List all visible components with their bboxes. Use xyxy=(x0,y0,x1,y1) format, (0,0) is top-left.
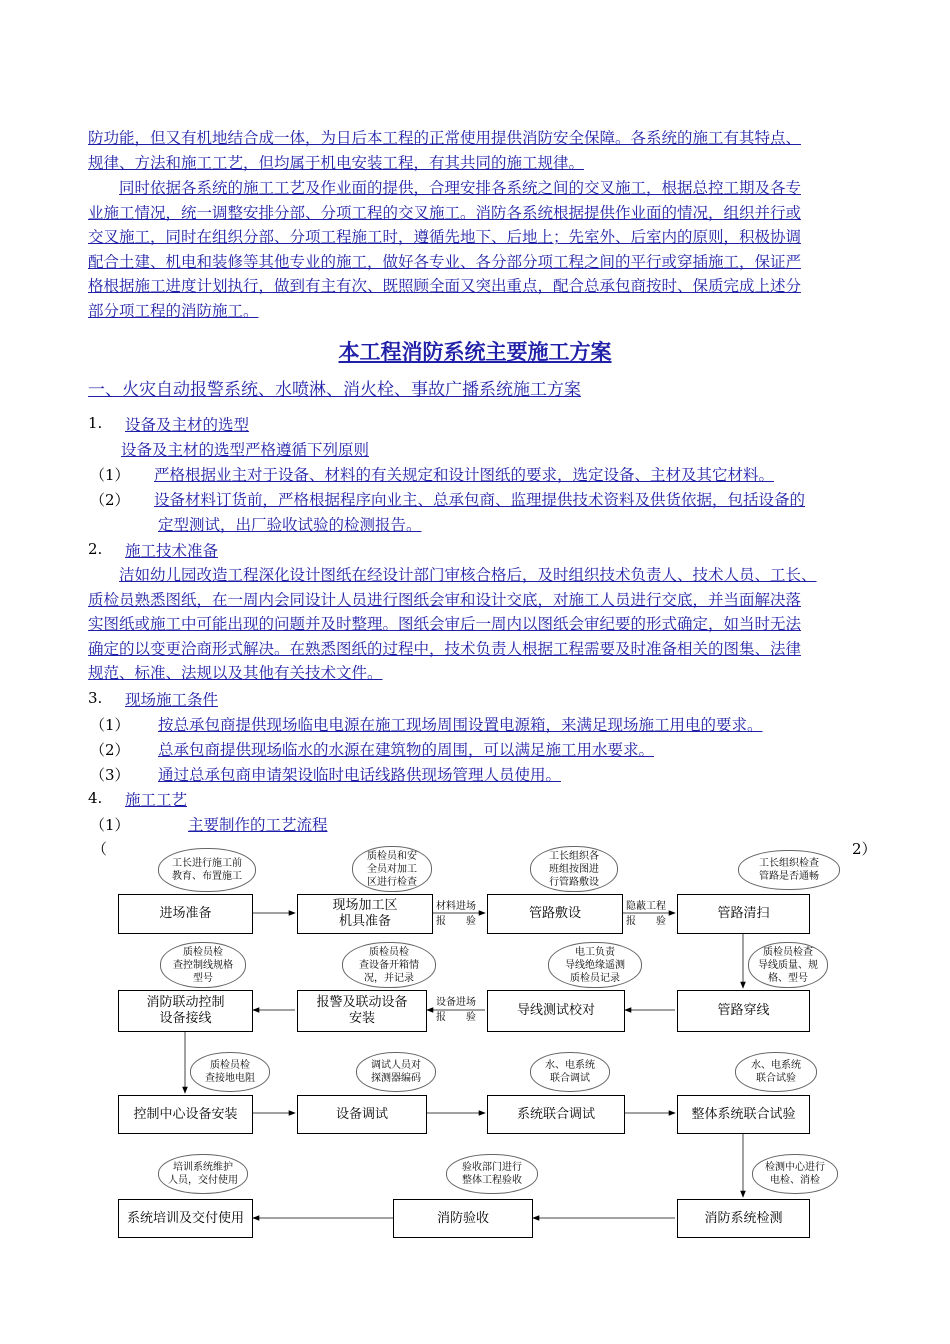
box-label: 现场加工区 机具准备 xyxy=(332,898,398,929)
box-label: 报警及联动设备 安装 xyxy=(316,995,408,1026)
arrow-label: 隐蔽工程 报 验 xyxy=(626,901,666,927)
note-text: 工长组织各 班组按图进 行管路敷设 xyxy=(549,850,599,888)
note-text: 质检员检 查接地电阻 xyxy=(205,1060,255,1084)
note-cloud xyxy=(352,846,432,892)
box-label: 整体系统联合试验 xyxy=(691,1106,796,1122)
note-cloud xyxy=(160,942,246,988)
text-line: 部分项工程的消防施工。 xyxy=(88,301,259,320)
flow-box xyxy=(677,894,810,934)
text-line: 规律、方法和施工工艺，但均属于机电安装工程，有其共同的施工规律。 xyxy=(88,153,585,172)
note-text: 调试人员对 探测器编码 xyxy=(371,1060,421,1084)
note-text: 质检员检 查控制线规格 型号 xyxy=(173,946,233,984)
note-text: 工长组织检查 管路是否通畅 xyxy=(759,858,819,882)
item-text: 设备材料订货前，严格根据程序向业主、总承包商、监理提供技术资料及供货依据，包括设备的 xyxy=(154,491,806,509)
flow-box xyxy=(677,990,810,1032)
note-cloud xyxy=(356,1052,436,1092)
note-text: 质检员检查 导线质量、规 格、型号 xyxy=(758,946,818,984)
text-line: 确定的以变更洽商形式解决。在熟悉图纸的过程中，技术负责人根据工程需要及时准备相关的图集、法律 xyxy=(88,639,802,658)
note-text: 检测中心进行 电检、消检 xyxy=(765,1162,825,1186)
note-cloud xyxy=(752,1154,838,1194)
flow-box xyxy=(118,1095,253,1134)
box-label: 设备调试 xyxy=(335,1106,388,1122)
flow-box xyxy=(297,990,427,1032)
item-number: 1. xyxy=(88,414,103,432)
item-title: 现场施工条件 xyxy=(125,691,219,709)
note-text: 水、电系统 联合调试 xyxy=(545,1060,595,1084)
item-number: 4. xyxy=(88,789,103,807)
note-cloud xyxy=(446,1154,538,1194)
flow-box xyxy=(297,1095,427,1134)
item-text: 按总承包商提供现场临电电源在施工现场周围设置电源箱，来满足现场施工用电的要求。 xyxy=(158,716,763,734)
box-label: 管路清扫 xyxy=(717,906,770,921)
note-text: 水、电系统 联合试验 xyxy=(751,1060,801,1084)
box-label: 消防联动控制 设备接线 xyxy=(146,995,225,1026)
flow-box xyxy=(297,894,433,934)
text-line: 实图纸或施工中可能出现的问题并及时整理。图纸会审后一周内以图纸会审纪要的形式确定，如当时无法 xyxy=(88,615,802,634)
note-cloud xyxy=(530,846,618,892)
note-cloud xyxy=(548,942,642,988)
item-text: 定型测试，出厂验收试验的检测报告。 xyxy=(158,516,422,534)
item-number: （3） xyxy=(90,766,130,784)
text-line: 防功能，但又有机地结合成一体，为日后本工程的正常使用提供消防安全保障。各系统的施工有其特点、 xyxy=(88,129,802,147)
flow-box xyxy=(118,894,253,934)
item-number: （1） xyxy=(90,816,130,834)
note-cloud xyxy=(530,1052,610,1092)
flow-box xyxy=(487,894,623,934)
text-line: 交叉施工，同时在组织分部、分项工程施工时，遵循先地下、后地上；先室外、后室内的原则，积极协调 xyxy=(88,228,802,247)
item-number: 3. xyxy=(88,689,103,707)
note-cloud xyxy=(735,1052,817,1092)
item-title: 施工技术准备 xyxy=(125,542,219,560)
item-number: （2） xyxy=(90,741,130,759)
item-title: 设备及主材的选型 xyxy=(125,416,250,434)
note-cloud xyxy=(190,1052,270,1092)
note-text: 验收部门进行 整体工程验收 xyxy=(462,1162,522,1186)
item-number: （1） xyxy=(90,716,130,734)
text-line: 洁如幼儿园改造工程深化设计图纸在经设计部门审核合格后，及时组织技术负责人、技术人员、工长、 xyxy=(119,566,817,584)
flow-box xyxy=(393,1199,533,1238)
item-number: 2. xyxy=(88,540,103,558)
item-text: 总承包商提供现场临水的水源在建筑物的周围，可以满足施工用水要求。 xyxy=(158,741,655,759)
box-label: 系统培训及交付使用 xyxy=(126,1210,244,1226)
item-subtitle: 设备及主材的选型严格遵循下列原则 xyxy=(121,441,370,459)
item-text: 主要制作的工艺流程 xyxy=(188,816,328,834)
item-text: 严格根据业主对于设备、材料的有关规定和设计图纸的要求，选定设备、主材及其它材料。 xyxy=(154,466,775,484)
note-cloud xyxy=(738,850,840,890)
page-title: 本工程消防系统主要施工方案 xyxy=(338,340,612,364)
arrow-label: 设备进场 报 验 xyxy=(436,997,476,1023)
item-number: （2） xyxy=(90,491,130,509)
note-text: 培训系统维护 人员，交付使用 xyxy=(168,1162,238,1186)
note-text: 电工负责 导线绝缘遥测 质检员记录 xyxy=(565,946,625,984)
box-label: 管路敷设 xyxy=(528,906,581,921)
paren-right: 2） xyxy=(852,840,877,858)
paren-left: （ xyxy=(92,840,108,858)
box-label: 导线测试校对 xyxy=(516,1003,595,1018)
box-label: 系统联合调试 xyxy=(516,1106,595,1122)
text-line: 规范、标准、法规以及其他有关技术文件。 xyxy=(88,664,383,683)
flow-box xyxy=(118,990,253,1032)
box-label: 消防验收 xyxy=(436,1210,489,1226)
flow-box xyxy=(487,1095,625,1134)
text-line: 格根据施工进度计划执行，做到有主有次、既照顾全面又突出重点，配合总承包商按时、保质完成上述分 xyxy=(88,277,802,296)
box-label: 消防系统检测 xyxy=(704,1210,783,1226)
note-text: 质检员和安 全员对加工 区进行检查 xyxy=(367,850,417,888)
text-line: 质检员熟悉图纸，在一周内会同设计人员进行图纸会审和设计交底，对施工人员进行交底，并当面解决落 xyxy=(88,590,802,609)
note-cloud xyxy=(158,1154,248,1194)
flow-box xyxy=(118,1199,253,1238)
flow-box xyxy=(677,1095,810,1134)
text-line: 配合土建、机电和装修等其他专业的施工，做好各专业、各分部分项工程之间的平行或穿插施工，保证严 xyxy=(88,252,802,271)
flow-box xyxy=(677,1199,810,1238)
note-cloud xyxy=(342,942,436,988)
item-number: （1） xyxy=(90,466,130,484)
flow-box xyxy=(487,990,625,1032)
box-label: 进场准备 xyxy=(159,906,212,921)
note-text: 质检员检 查设备开箱情 况，并记录 xyxy=(359,946,419,984)
arrow-label: 材料进场 报 验 xyxy=(436,901,476,927)
box-label: 管路穿线 xyxy=(717,1003,770,1018)
note-cloud xyxy=(158,848,256,892)
text-line: 同时依据各系统的施工工艺及作业面的提供，合理安排各系统之间的交叉施工，根据总控工期及各专 xyxy=(119,179,802,197)
section-heading: 一、火灾自动报警系统、水喷淋、消火栓、事故广播系统施工方案 xyxy=(88,380,581,400)
item-text: 通过总承包商申请架设临时电话线路供现场管理人员使用。 xyxy=(158,766,562,784)
item-title: 施工工艺 xyxy=(125,791,188,809)
note-text: 工长进行施工前 教育、布置施工 xyxy=(172,858,242,882)
text-line: 业施工情况，统一调整安排分部、分项工程的交叉施工。消防各系统根据提供作业面的情况，组织并行或 xyxy=(88,203,802,222)
note-cloud xyxy=(748,942,828,988)
box-label: 控制中心设备安装 xyxy=(133,1106,238,1122)
